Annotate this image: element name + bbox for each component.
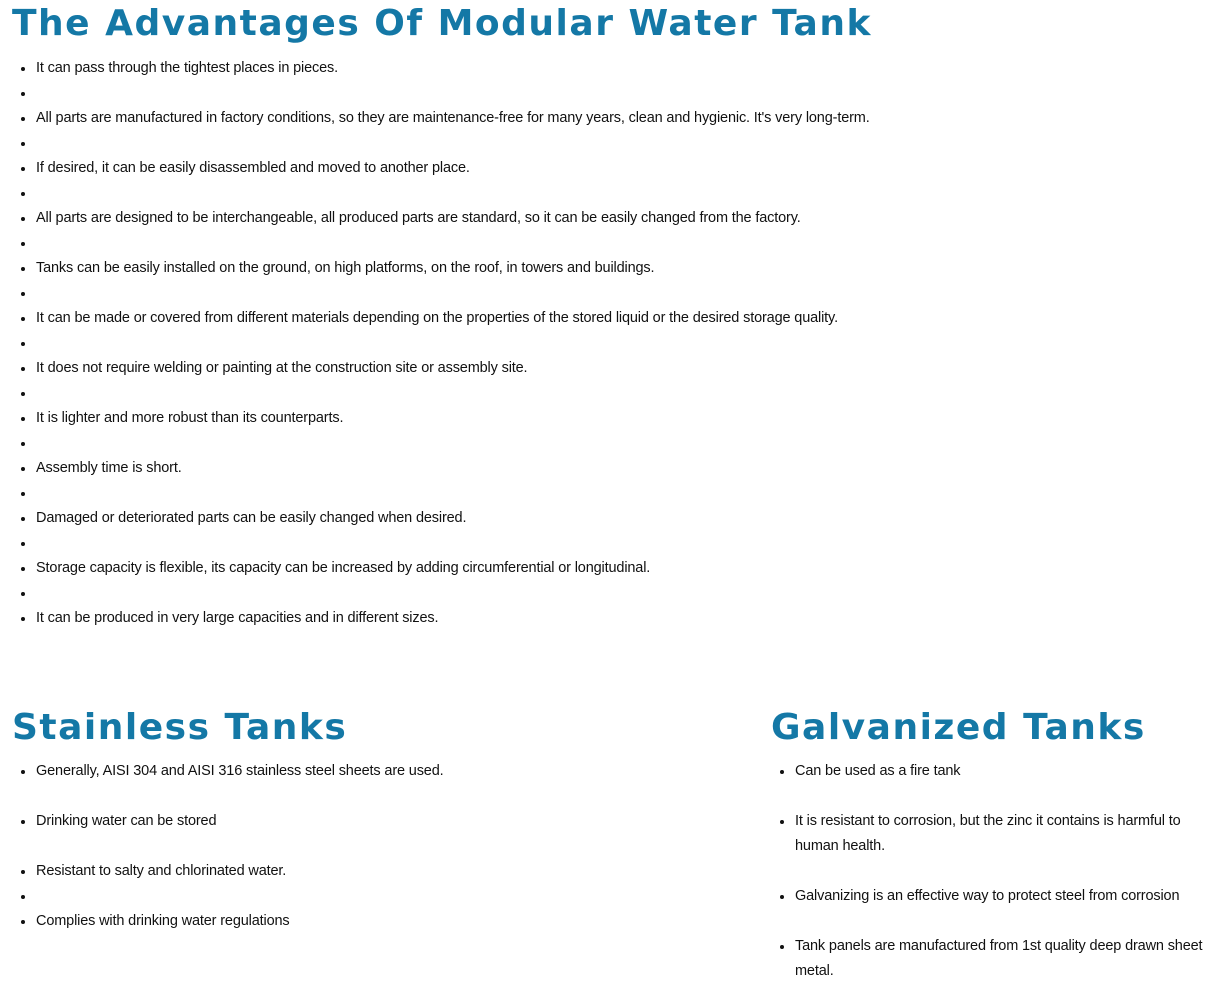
stainless-tanks-list bbox=[12, 759, 732, 934]
list-item: Damaged or deteriorated parts can be easily changed when desired. bbox=[12, 506, 1212, 531]
list-item: It is resistant to corrosion, but the zinc it contains is harmful to human health. bbox=[771, 809, 1223, 859]
list-item: Complies with drinking water regulations bbox=[12, 909, 732, 934]
list-item-empty bbox=[12, 381, 1212, 406]
advantages-heading: The Advantages Of Modular Water Tank bbox=[12, 3, 872, 44]
galvanized-tanks-heading: Galvanized Tanks bbox=[771, 707, 1146, 748]
list-item: Tanks can be easily installed on the ground, on high platforms, on the roof, in towers and buildings. bbox=[12, 256, 1212, 281]
list-item: Storage capacity is flexible, its capacity can be increased by adding circumferential or longitudinal. bbox=[12, 556, 1212, 581]
list-item: It is lighter and more robust than its counterparts. bbox=[12, 406, 1212, 431]
list-item-empty bbox=[12, 281, 1212, 306]
stainless-tanks-heading: Stainless Tanks bbox=[12, 707, 348, 748]
list-item-empty bbox=[12, 81, 1212, 106]
list-item-empty bbox=[12, 481, 1212, 506]
list-item: Galvanizing is an effective way to protect steel from corrosion bbox=[771, 884, 1223, 909]
list-item: All parts are manufactured in factory conditions, so they are maintenance-free for many years, clean and hygienic. It's very long-term. bbox=[12, 106, 1212, 131]
list-item: If desired, it can be easily disassembled and moved to another place. bbox=[12, 156, 1212, 181]
list-item: Can be used as a fire tank bbox=[771, 759, 1223, 784]
advantages-list bbox=[12, 56, 1212, 631]
list-item-empty bbox=[12, 581, 1212, 606]
list-item-empty bbox=[12, 884, 732, 909]
list-item: Assembly time is short. bbox=[12, 456, 1212, 481]
list-item: Drinking water can be stored bbox=[12, 809, 732, 834]
list-item-empty bbox=[12, 331, 1212, 356]
list-item: Resistant to salty and chlorinated water. bbox=[12, 859, 732, 884]
list-item-empty bbox=[12, 531, 1212, 556]
list-item: It does not require welding or painting at the construction site or assembly site. bbox=[12, 356, 1212, 381]
list-item-empty bbox=[12, 231, 1212, 256]
list-item: Generally, AISI 304 and AISI 316 stainless steel sheets are used. bbox=[12, 759, 732, 784]
list-item-empty bbox=[12, 181, 1212, 206]
list-item: It can be produced in very large capacities and in different sizes. bbox=[12, 606, 1212, 631]
list-item-empty bbox=[12, 131, 1212, 156]
list-item-empty bbox=[12, 431, 1212, 456]
galvanized-tanks-list bbox=[771, 759, 1223, 984]
list-item: All parts are designed to be interchangeable, all produced parts are standard, so it can be easily changed from the factory. bbox=[12, 206, 1212, 231]
list-item: Tank panels are manufactured from 1st quality deep drawn sheet metal. bbox=[771, 934, 1223, 984]
list-item: It can pass through the tightest places in pieces. bbox=[12, 56, 1212, 81]
list-item: It can be made or covered from different materials depending on the properties of the stored liquid or the desired storage quality. bbox=[12, 306, 1212, 331]
